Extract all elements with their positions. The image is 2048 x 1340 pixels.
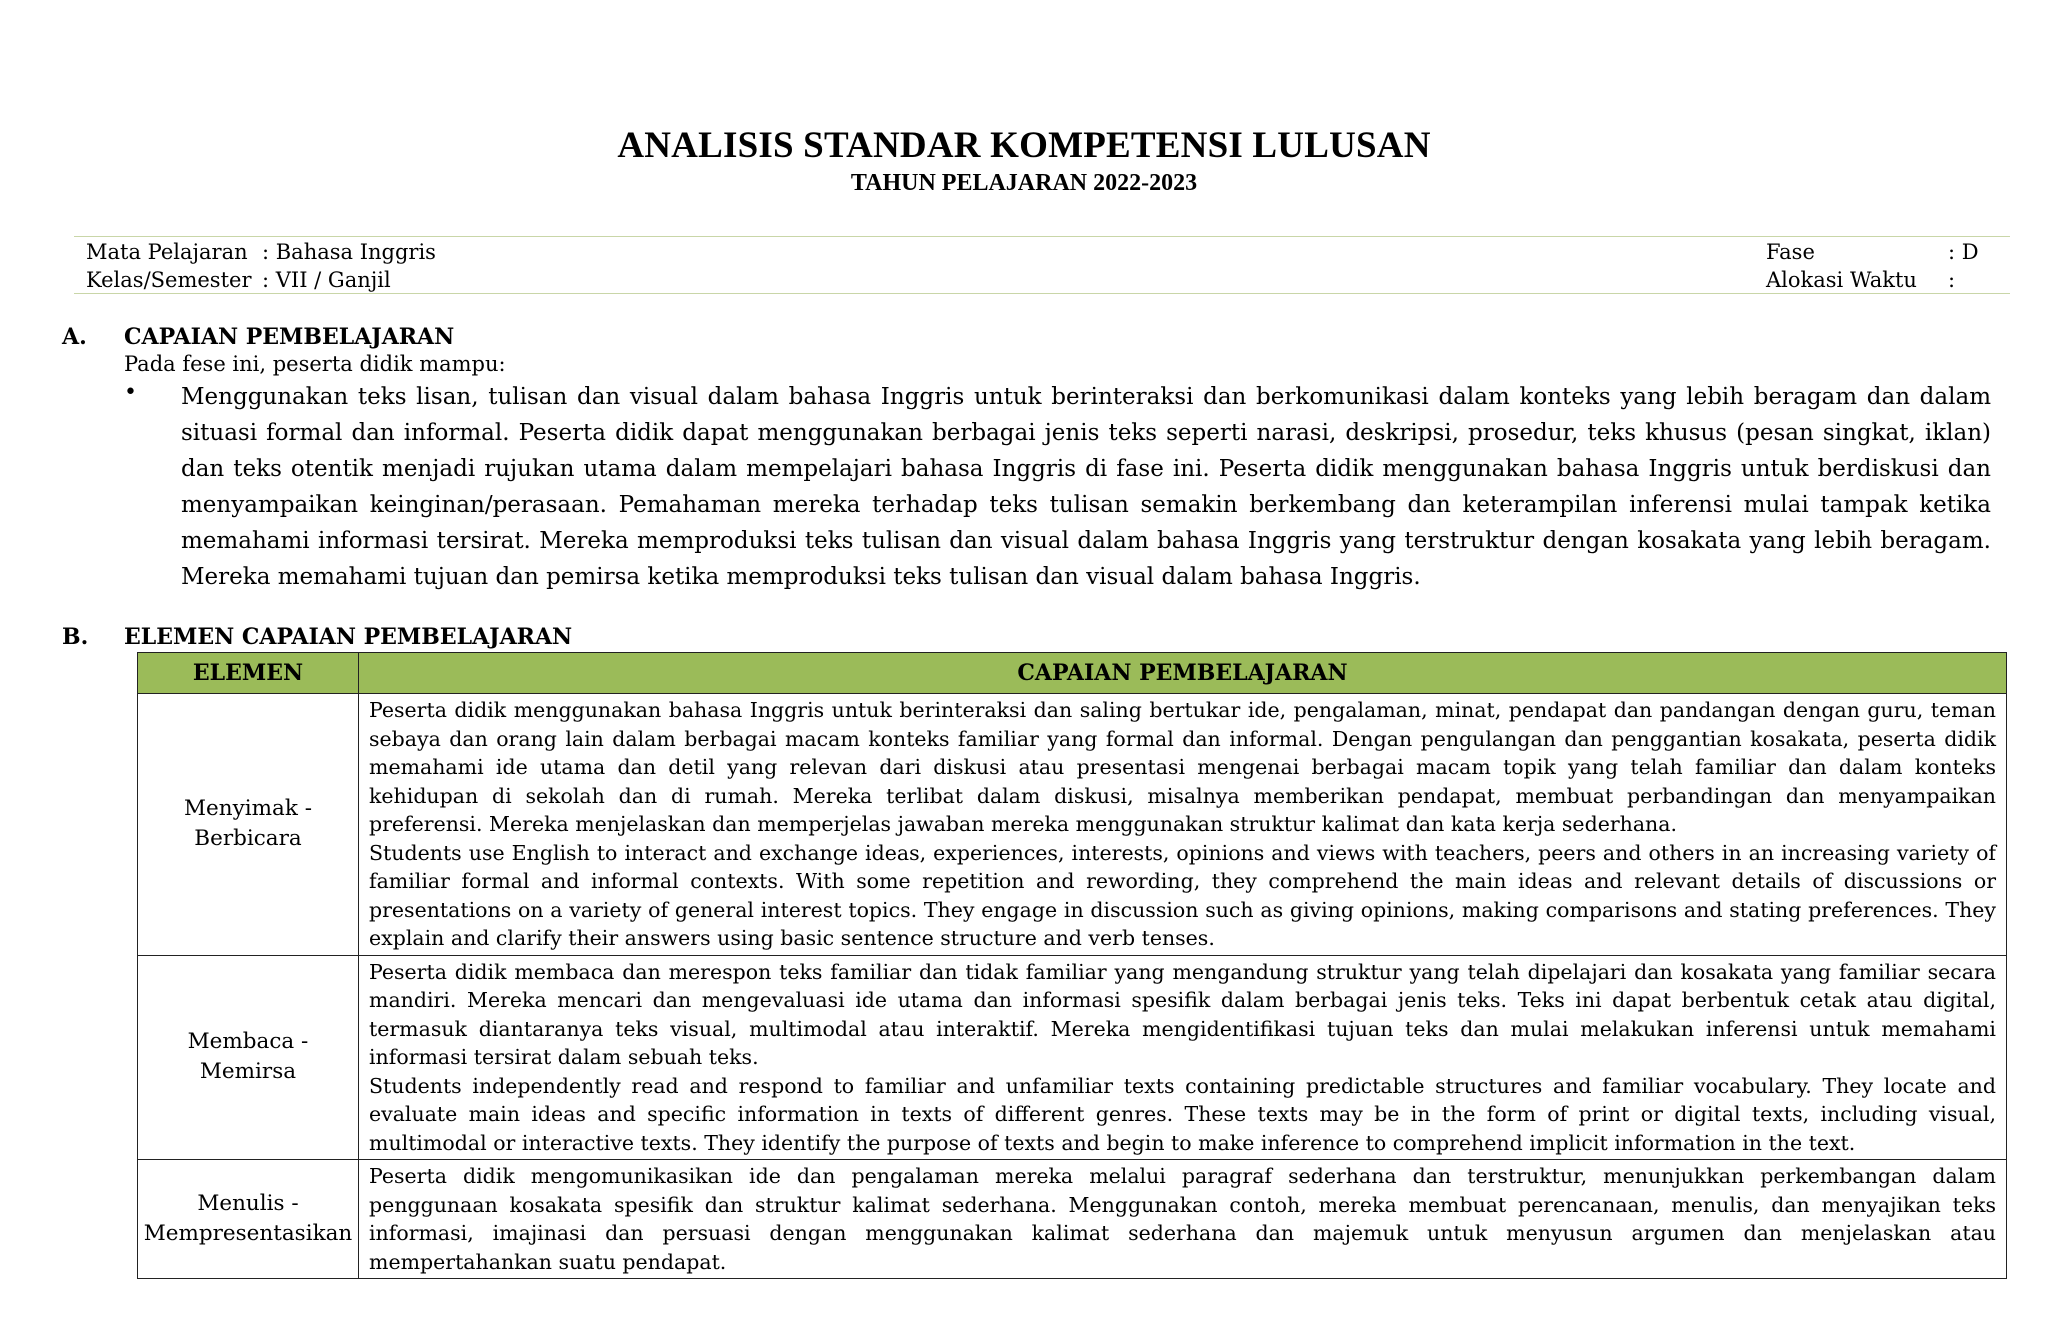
header-elemen: ELEMEN — [138, 653, 359, 694]
alokasi-value: : — [1948, 268, 1956, 292]
info-mata-pelajaran — [86, 238, 436, 266]
section-b-heading: ELEMEN CAPAIAN PEMBELAJARAN — [124, 624, 573, 650]
elemen-line1: Menyimak - — [184, 796, 312, 822]
elemen-line2: Berbicara — [194, 826, 302, 852]
section-b-letter: B. — [62, 624, 89, 650]
header-capaian: CAPAIAN PEMBELAJARAN — [359, 653, 2007, 694]
table-row — [138, 694, 2007, 956]
elemen-line2: Memirsa — [199, 1059, 297, 1085]
document-subtitle: TAHUN PELAJARAN 2022-2023 — [850, 170, 1198, 196]
elemen-table — [137, 652, 2007, 1279]
fase-label: Fase — [1766, 240, 1815, 264]
bullet-marker: • — [124, 380, 137, 405]
mata-pelajaran-label: Mata Pelajaran — [86, 240, 248, 264]
table-row — [138, 955, 2007, 1160]
elemen-line1: Membaca - — [187, 1029, 309, 1055]
capaian-text-id: Peserta didik membaca dan merespon teks familiar dan tidak familiar yang mengandung struktur yang telah dipelajari dan kosakata yang familiar secara mandiri. Mereka mencari dan mengevaluasi ide utama dan informasi spesifik dalam berbagai jenis teks. Teks ini dapat berbentuk cetak atau digital, termasuk diantaranya teks visual, multimodal atau interaktif. Mereka mengidentifikasi tujuan teks dan mulai melakukan inferensi untuk memahami informasi tersirat dalam sebuah teks. — [369, 959, 1996, 1069]
info-alokasi — [1766, 266, 1955, 294]
elemen-line2: Mempresentasikan — [143, 1221, 353, 1246]
document-title: ANALISIS STANDAR KOMPETENSI LULUSAN — [617, 125, 1431, 166]
capaian-cell — [359, 1160, 2007, 1279]
kelas-label: Kelas/Semester — [86, 268, 252, 292]
section-a-letter: A. — [62, 324, 87, 350]
capaian-cell — [359, 694, 2007, 956]
capaian-cell — [359, 955, 2007, 1160]
section-a-intro: Pada fese ini, peserta didik mampu: — [124, 352, 506, 376]
info-fase — [1766, 238, 1979, 266]
capaian-text-id: Peserta didik mengomunikasikan ide dan pengalaman mereka melalui paragraf sederhana dan terstruktur, menunjukkan perkembangan dalam penggunaan kosakata spesifik dan struktur kalimat sederhana. Menggunakan contoh, mereka membuat perencanaan, menulis, dan menyajikan teks informasi, imajinasi dan persuasi dengan menggunakan kalimat sederhana dan majemuk untuk menyusun argumen dan menjelaskan atau mempertahankan suatu pendapat. — [369, 1164, 1996, 1274]
info-kelas — [86, 266, 391, 294]
elemen-cell — [138, 955, 359, 1160]
kelas-value: : VII / Ganjil — [262, 268, 391, 292]
table-row — [138, 1160, 2007, 1279]
info-box — [74, 236, 2010, 294]
fase-value: : D — [1948, 240, 1979, 264]
capaian-text-en: Students use English to interact and exchange ideas, experiences, interests, opinions and views with teachers, peers and others in an increasing variety of familiar formal and informal contexts. With some repetition and rewording, they comprehend the main ideas and relevant details of discussions or presentations on a variety of general interest topics. They engage in discussion such as giving opinions, making comparisons and stating preferences. They explain and clarify their answers using basic sentence structure and verb tenses. — [369, 840, 1996, 950]
elemen-line1: Menulis - — [197, 1191, 299, 1216]
mata-pelajaran-value: : Bahasa Inggris — [262, 240, 436, 264]
capaian-text-id: Peserta didik menggunakan bahasa Inggris untuk berinteraksi dan saling bertukar ide, pengalaman, minat, pendapat dan pandangan dengan guru, teman sebaya dan orang lain dalam berbagai macam konteks familiar yang formal dan informal. Dengan pengulangan dan penggantian kosakata, peserta didik memahami ide utama dan detil yang relevan dari diskusi atau presentasi mengenai berbagai macam topik yang telah familiar dan dalam konteks kehidupan di sekolah dan di rumah. Mereka terlibat dalam diskusi, misalnya memberikan pendapat, membuat perbandingan dan menyampaikan preferensi. Mereka menjelaskan dan memperjelas jawaban mereka menggunakan struktur kalimat dan kata kerja sederhana. — [369, 698, 1996, 836]
section-a-heading: CAPAIAN PEMBELAJARAN — [124, 324, 455, 350]
capaian-text-en: Students independently read and respond to familiar and unfamiliar texts containing predictable structures and familiar vocabulary. They locate and evaluate main ideas and specific information in texts of different genres. These texts may be in the form of print or digital texts, including visual, multimodal or interactive texts. They identify the purpose of texts and begin to make inference to comprehend implicit information in the text. — [369, 1073, 1996, 1155]
table-header-row — [138, 653, 2007, 694]
elemen-cell — [138, 1160, 359, 1279]
elemen-cell — [138, 694, 359, 956]
capaian-paragraph: Menggunakan teks lisan, tulisan dan visual dalam bahasa Inggris untuk berinteraksi dan berkomunikasi dalam konteks yang lebih beragam dan dalam situasi formal dan informal. Peserta didik dapat menggunakan berbagai jenis teks seperti narasi, deskripsi, prosedur, teks khusus (pesan singkat, iklan) dan teks otentik menjadi rujukan utama dalam mempelajari bahasa Inggris di fase ini. Peserta didik menggunakan bahasa Inggris untuk berdiskusi dan menyampaikan keinginan/perasaan. Pemahaman mereka terhadap teks tulisan semakin berkembang dan keterampilan inferensi mulai tampak ketika memahami informasi tersirat. Mereka memproduksi teks tulisan dan visual dalam bahasa Inggris yang terstruktur dengan kosakata yang lebih beragam. Mereka memahami tujuan dan pemirsa ketika memproduksi teks tulisan dan visual dalam bahasa Inggris. — [181, 384, 1991, 590]
alokasi-label: Alokasi Waktu — [1766, 268, 1917, 292]
